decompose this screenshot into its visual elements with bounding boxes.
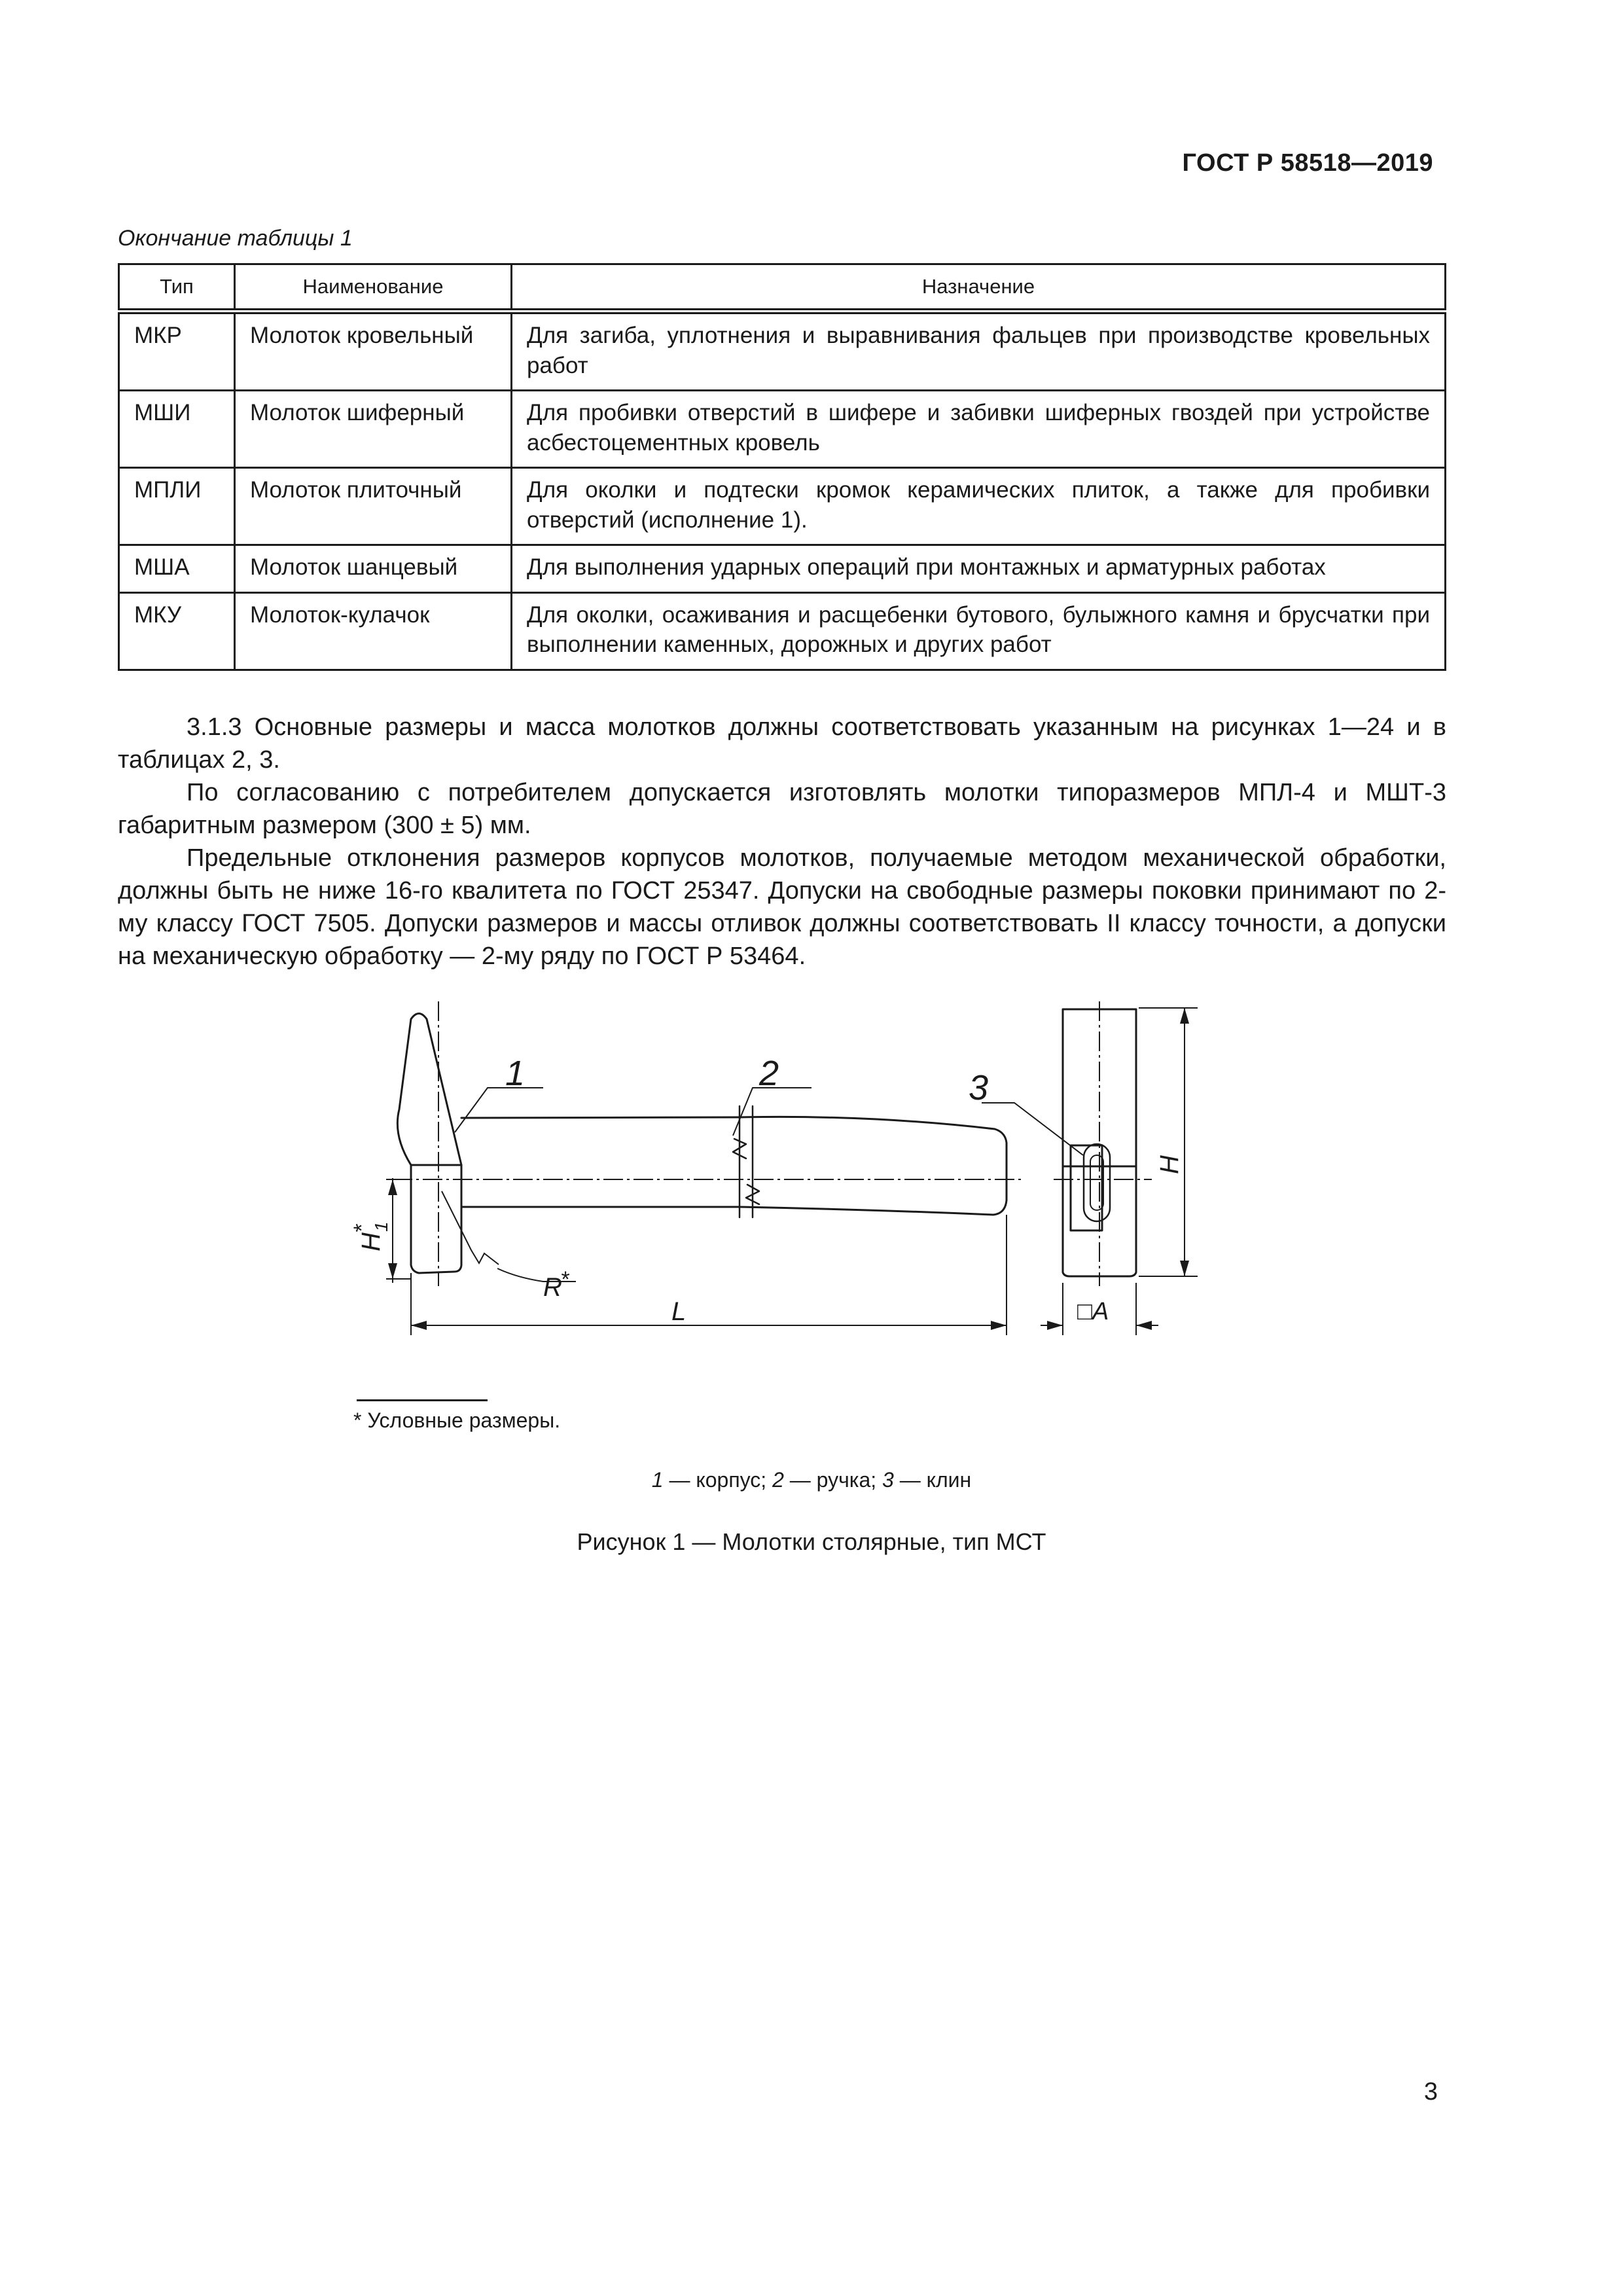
cell-purpose: Для околки и подтески кромок керамических плиток, а также для пробивки отверстий (исполнение 1). [512, 468, 1446, 545]
figure-hammer-drawing [327, 995, 1230, 1361]
paragraph-3-1-3: 3.1.3 Основные размеры и масса молотков должны соответствовать указанным на рисунках 1—24 и в таблицах 2, 3. [118, 713, 1446, 774]
hammer-head-outline [397, 1014, 461, 1274]
figure-legend [0, 1468, 1623, 1492]
label-dimension-h1-subscript: 1 [371, 1221, 391, 1232]
cell-type: МКР [119, 312, 235, 391]
body-text [118, 711, 1446, 973]
label-dimension-h1-star: * [349, 1224, 374, 1233]
label-part-2: 2 [759, 1054, 779, 1093]
legend-number-1: 1 [651, 1468, 664, 1492]
legend-number-3: 3 [882, 1468, 894, 1492]
table-row [119, 312, 1446, 391]
cell-name: Молоток-кулачок [235, 592, 512, 670]
paragraph-tolerances: Предельные отклонения размеров корпусов молотков, получаемые методом механической обработки, должны быть не ниже 16-го квалитета по ГОСТ 25347. Допуски на свободные размеры поковки принимают по 2-му классу ГОСТ 7505. Допуски размеров и массы отливок должны соответствовать II классу точности, а допуски на механическую обработку — 2-му ряду по ГОСТ Р 53464. [118, 844, 1446, 970]
legend-number-2: 2 [772, 1468, 784, 1492]
cell-type: МША [119, 545, 235, 593]
label-part-1: 1 [505, 1054, 526, 1093]
wedge-outline [1071, 1145, 1102, 1230]
table-row [119, 545, 1446, 593]
cell-purpose: Для выполнения ударных операций при монтажных и арматурных работах [512, 545, 1446, 593]
cell-name: Молоток плиточный [235, 468, 512, 545]
label-dimension-r-star: * [560, 1267, 569, 1292]
legend-text-3: — клин [893, 1468, 972, 1492]
document-code: ГОСТ Р 58518—2019 [1182, 149, 1433, 177]
cell-type: МШИ [119, 391, 235, 468]
label-dimension-h: H [1155, 1155, 1184, 1174]
hammer-types-table [118, 263, 1446, 671]
label-part-3: 3 [969, 1068, 989, 1107]
label-dimension-a: □A [1077, 1298, 1109, 1325]
figure-caption: Рисунок 1 — Молотки столярные, тип МСТ [577, 1528, 1046, 1555]
paragraph-agreement: По согласованию с потребителем допускается изготовлять молотки типоразмеров МПЛ-4 и МШТ-3 габаритным размером (300 ± 5) мм. [118, 779, 1446, 839]
cell-purpose: Для пробивки отверстий в шифере и забивки шиферных гвоздей при устройстве асбестоцементных кровель [512, 391, 1446, 468]
table-row [119, 391, 1446, 468]
legend-text-2: — ручка; [783, 1468, 883, 1492]
footnote: * Условные размеры. [353, 1408, 561, 1432]
label-dimension-r: R [543, 1273, 562, 1302]
column-header-name: Наименование [235, 264, 512, 312]
table-header-row [119, 264, 1446, 312]
footnote-rule [357, 1399, 488, 1401]
label-dimension-h1 [349, 1221, 391, 1251]
table-row [119, 592, 1446, 670]
cell-purpose: Для околки, осаживания и расщебенки бутового, булыжного камня и брусчатки при выполнении каменных, дорожных и других работ [512, 592, 1446, 670]
page-number: 3 [1423, 2078, 1438, 2106]
column-header-type: Тип [119, 264, 235, 312]
table-caption: Окончание таблицы 1 [118, 226, 353, 251]
cell-type: МПЛИ [119, 468, 235, 545]
cell-name: Молоток кровельный [235, 312, 512, 391]
column-header-purpose: Назначение [512, 264, 1446, 312]
cell-name: Молоток шанцевый [235, 545, 512, 593]
table-row [119, 468, 1446, 545]
legend-text-1: — корпус; [663, 1468, 773, 1492]
cell-type: МКУ [119, 592, 235, 670]
cell-name: Молоток шиферный [235, 391, 512, 468]
label-dimension-l: L [671, 1297, 687, 1326]
cell-purpose: Для загиба, уплотнения и выравнивания фальцев при производстве кровельных работ [512, 312, 1446, 391]
label-dimension-h1-letter: H [357, 1232, 385, 1251]
